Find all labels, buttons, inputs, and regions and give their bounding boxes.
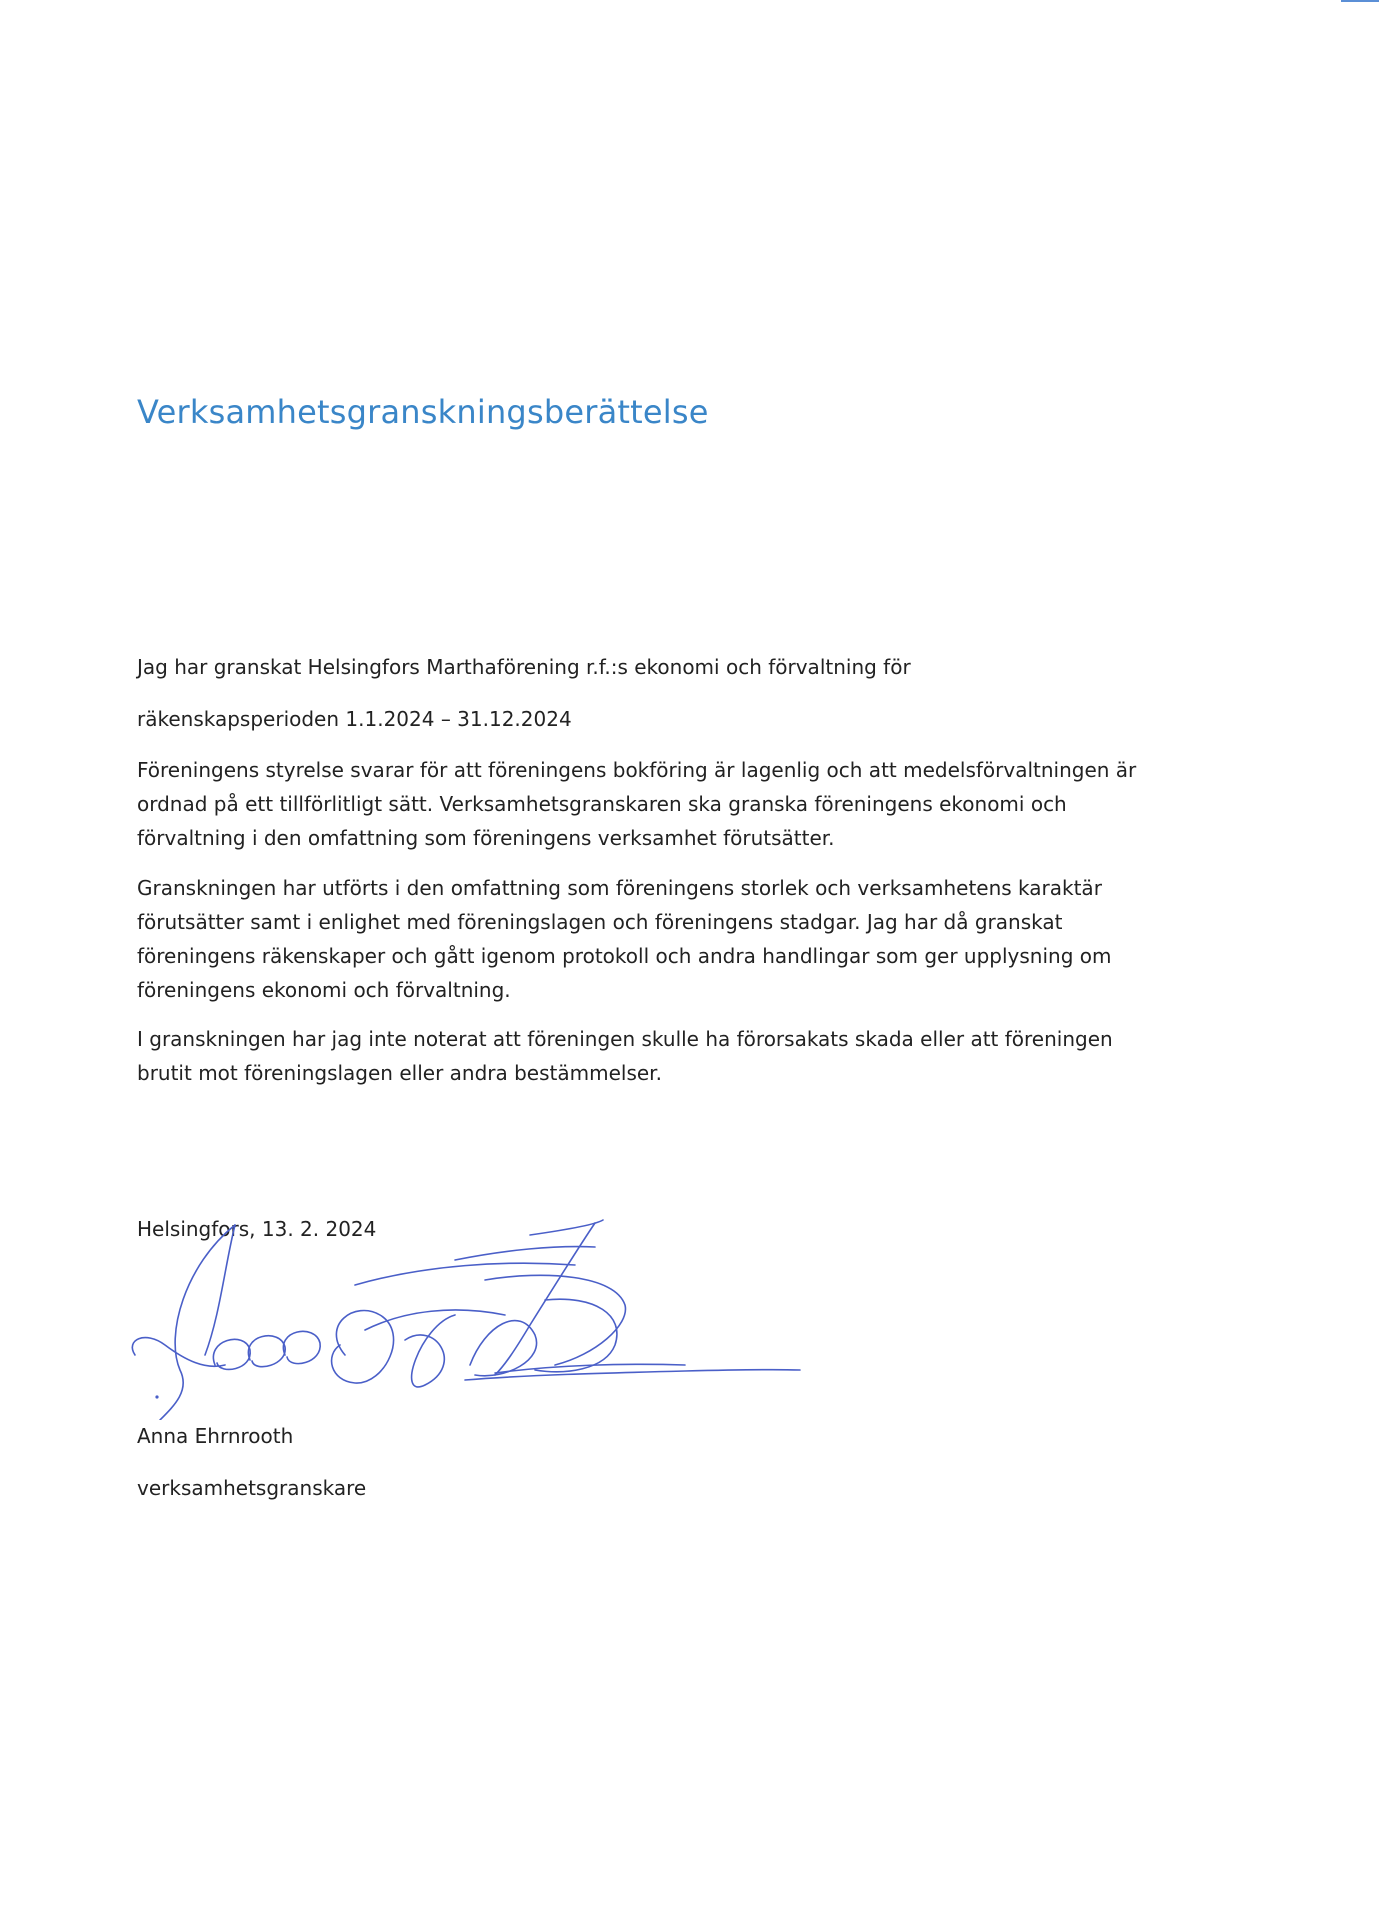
paragraph-scope: Jag har granskat Helsingfors Marthaförening r.f.:s ekonomi och förvaltning för — [137, 655, 911, 679]
scan-edge-mark — [1341, 0, 1379, 2]
document-title: Verksamhetsgranskningsberättelse — [137, 393, 709, 431]
paragraph-period: räkenskapsperioden 1.1.2024 – 31.12.2024 — [137, 707, 572, 731]
paragraph-conclusion: I granskningen har jag inte noterat att föreningen skulle ha förorsakats skada eller att föreningen brutit mot föreningslagen eller andra bestämmelser. — [137, 1027, 1113, 1085]
paragraph-audit-method: Granskningen har utförts i den omfattning som föreningens storlek och verksamhetens karaktär förutsätter samt i enlighet med föreningslagen och föreningens stadgar. Jag har då granskat föreningens räkenskaper och gått igenom protokoll och andra handlingar som ger upplysning om föreningens ekonomi och förvaltning. — [137, 876, 1112, 1002]
place-and-date: Helsingfors, 13. 2. 2024 — [137, 1217, 377, 1241]
handwritten-signature — [125, 1205, 805, 1420]
signer-role: verksamhetsgranskare — [137, 1476, 367, 1500]
paragraph-board-responsibility: Föreningens styrelse svarar för att föreningens bokföring är lagenlig och att medelsförvaltningen är ordnad på ett tillförlitligt sätt. Verksamhetsgranskaren ska granska föreningens ekonomi och förvaltning i den omfattning som föreningens verksamhet förutsätter. — [137, 758, 1137, 850]
signer-name: Anna Ehrnrooth — [137, 1424, 294, 1448]
